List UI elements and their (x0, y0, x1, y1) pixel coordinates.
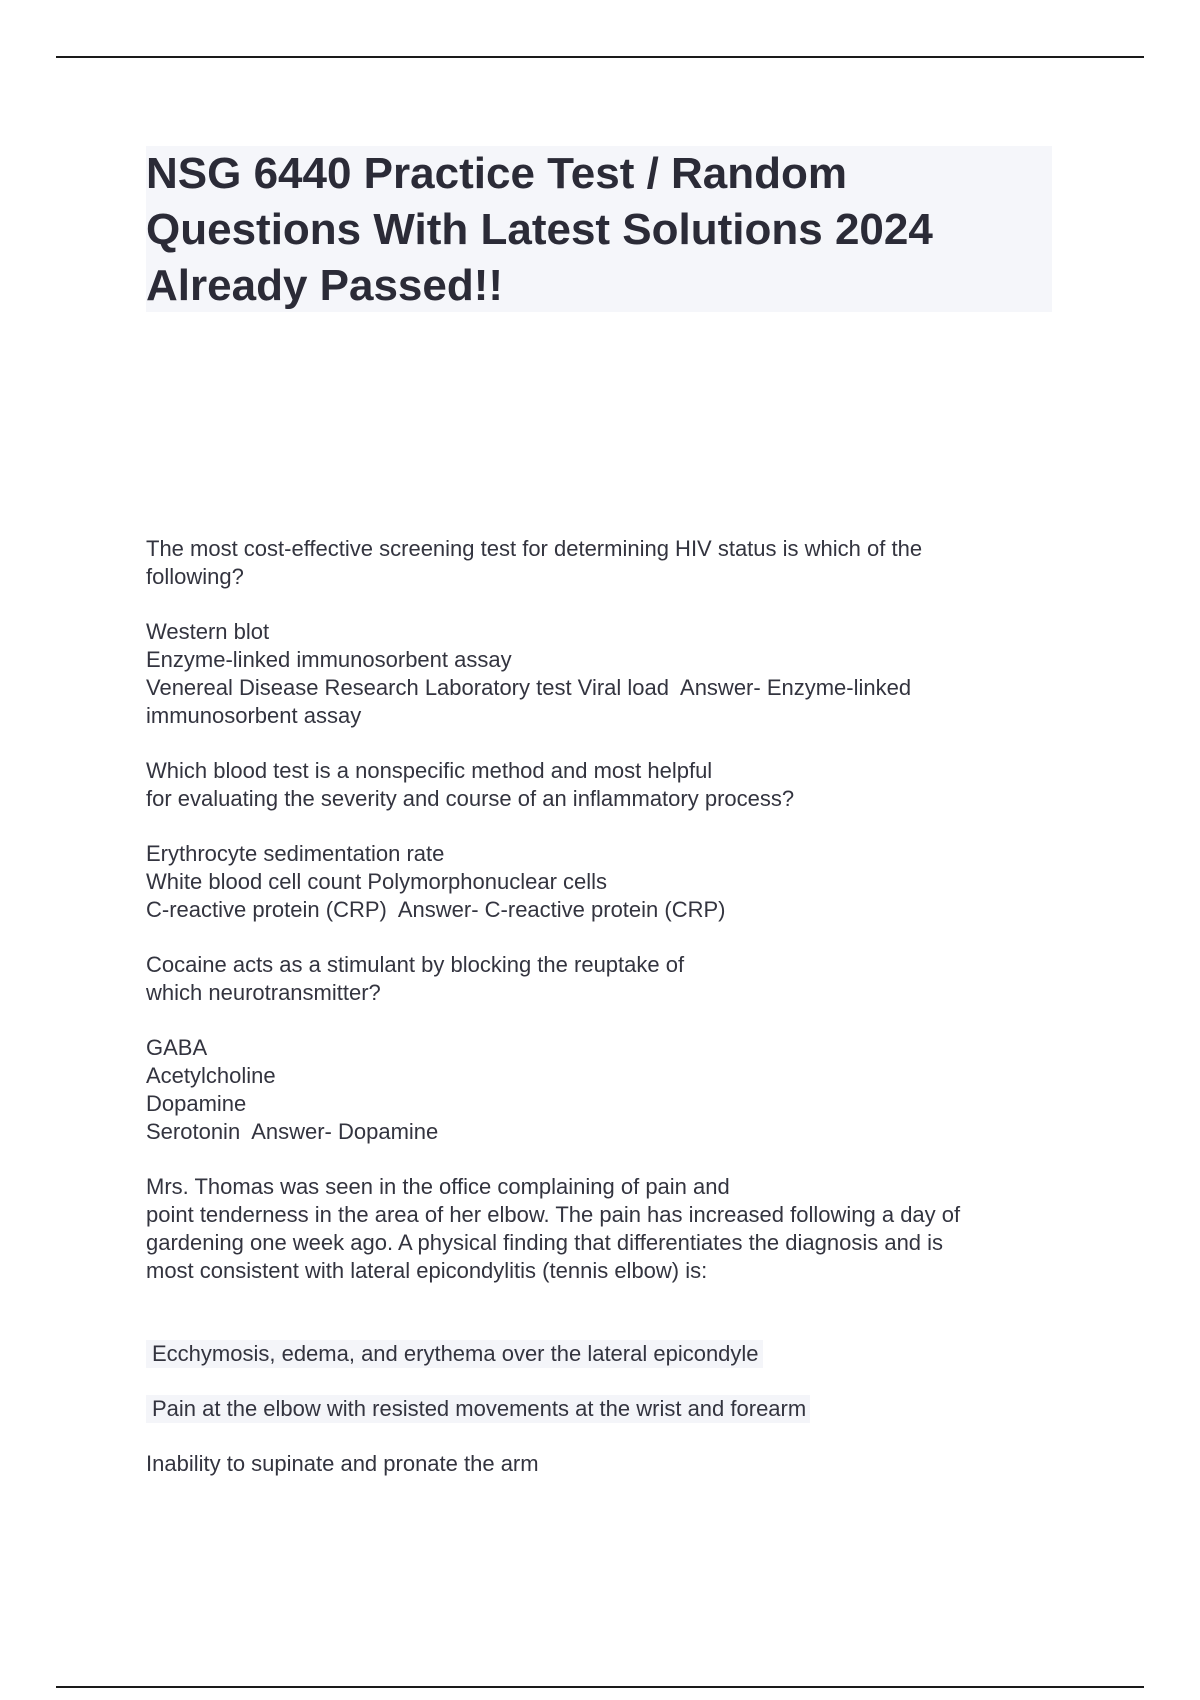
question-prompt-line: most consistent with lateral epicondylitis (tennis elbow) is: (146, 1258, 708, 1283)
answer-option-line: Enzyme-linked immunosorbent assay (146, 647, 512, 672)
answer-option-line: White blood cell count Polymorphonuclear cells (146, 869, 608, 894)
question-prompt-line: for evaluating the severity and course of an inflammatory process? (146, 786, 795, 811)
answer-option-line: Erythrocyte sedimentation rate (146, 841, 445, 866)
answer-option: Inability to supinate and pronate the arm (146, 1451, 539, 1476)
answer-option: Ecchymosis, edema, and erythema over the lateral epicondyle (146, 1340, 763, 1368)
question-prompt-line: gardening one week ago. A physical finding that differentiates the diagnosis and is (146, 1230, 944, 1255)
answer-option-line: immunosorbent assay (146, 703, 362, 728)
question-2 (146, 757, 1066, 924)
answer-option-line: GABA (146, 1035, 208, 1060)
question-prompt-line: which neurotransmitter? (146, 980, 381, 1005)
header-rule (56, 56, 1144, 58)
answer-option-line: Venereal Disease Research Laboratory test Viral load Answer- Enzyme-linked (146, 675, 912, 700)
question-prompt-line: Which blood test is a nonspecific method and most helpful (146, 758, 713, 783)
question-1 (146, 535, 1066, 730)
question-list (146, 535, 1066, 1478)
footer-rule (56, 1686, 1144, 1688)
question-prompt-line: The most cost-effective screening test for determining HIV status is which of the (146, 536, 923, 561)
answer-option-line: Acetylcholine (146, 1063, 276, 1088)
title-line: NSG 6440 Practice Test / Random (146, 149, 848, 198)
title-line: Questions With Latest Solutions 2024 (146, 205, 933, 254)
question-prompt-line: Cocaine acts as a stimulant by blocking the reuptake of (146, 952, 685, 977)
question-prompt-line: point tenderness in the area of her elbow. The pain has increased following a day of (146, 1202, 961, 1227)
answer-option: Pain at the elbow with resisted movements at the wrist and forearm (146, 1395, 810, 1423)
answer-option-line: Dopamine (146, 1091, 247, 1116)
answer-option-line: Serotonin Answer- Dopamine (146, 1119, 439, 1144)
answer-option-line: C-reactive protein (CRP) Answer- C-reactive protein (CRP) (146, 897, 726, 922)
question-4 (146, 1173, 1066, 1478)
answer-option-line: Western blot (146, 619, 270, 644)
title-line: Already Passed!! (146, 261, 504, 310)
question-prompt-line: following? (146, 564, 244, 589)
question-3 (146, 951, 1066, 1146)
document-title (146, 146, 1052, 314)
question-prompt-line: Mrs. Thomas was seen in the office complaining of pain and (146, 1174, 730, 1199)
